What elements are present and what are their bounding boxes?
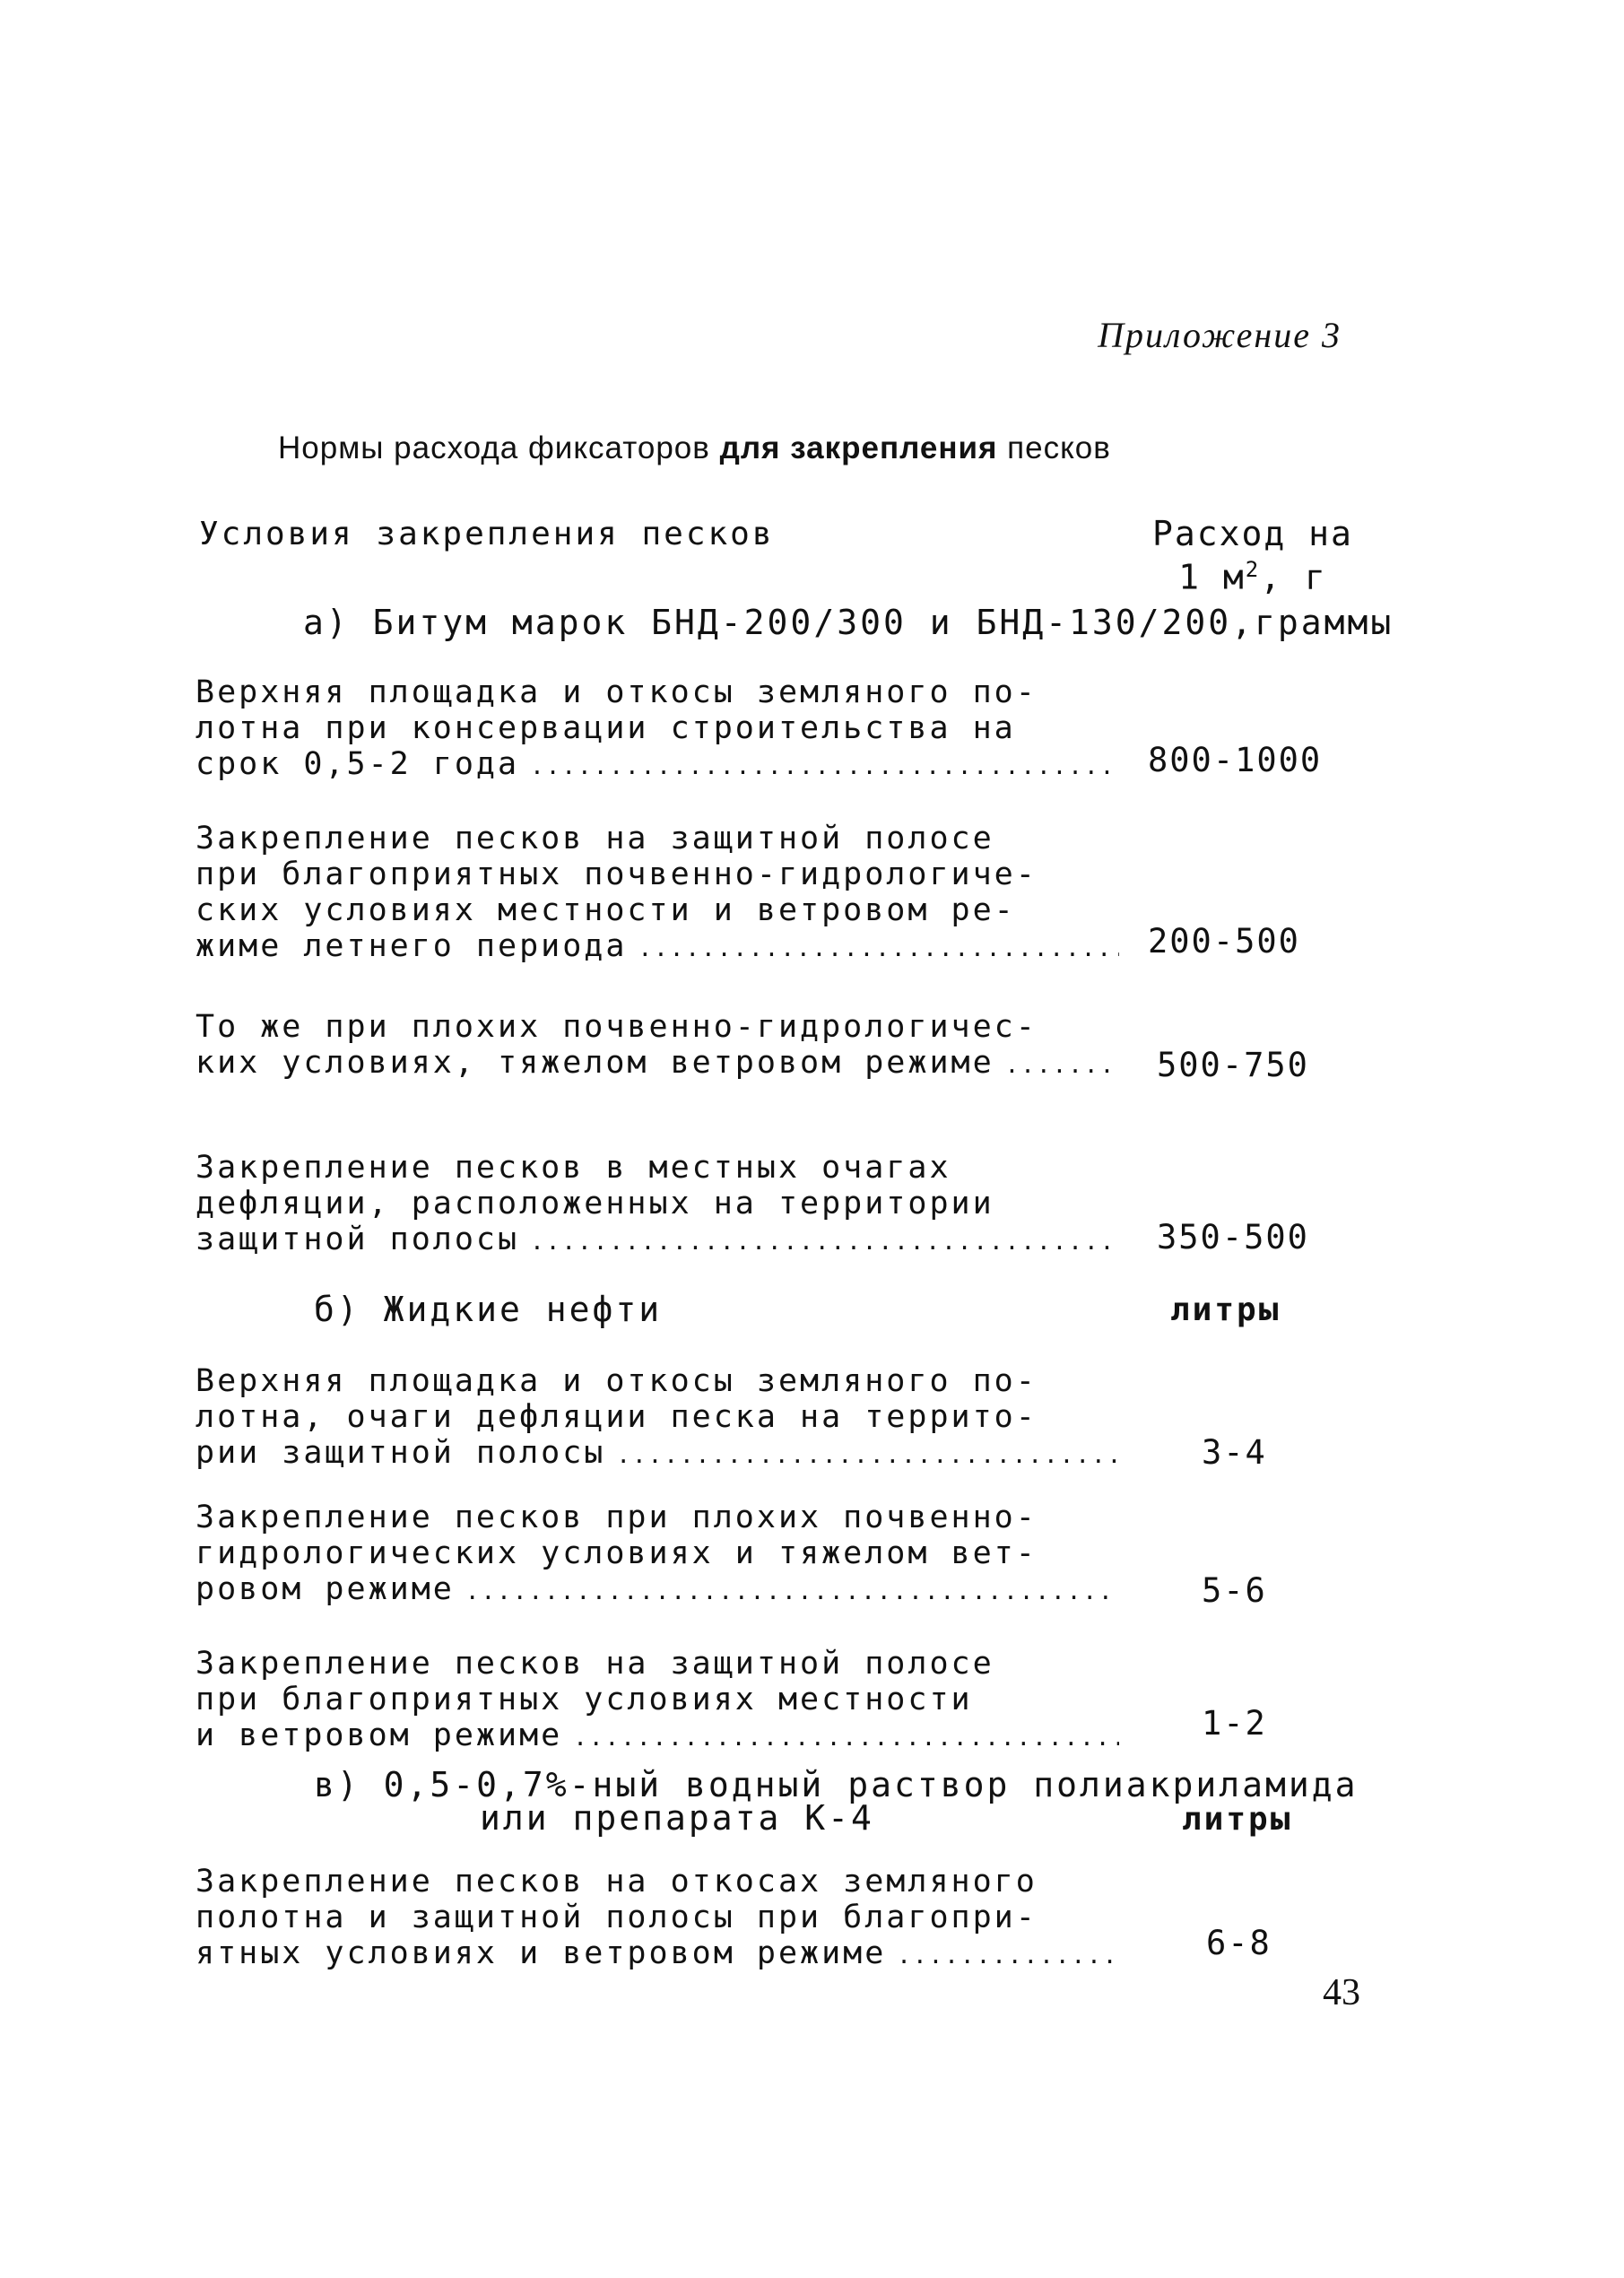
dot-leader [638,931,1119,967]
dot-leader [530,749,1119,785]
dot-leader [616,1438,1119,1474]
section-unit-b: литры [1170,1291,1281,1328]
title-part-2: для закрепления [719,430,998,465]
table-row: Закрепление песков на защитной полосе при благоприятных почвенно-гидрологиче- ских условиях местности и ветровом ре- жиме летнего периода ..... [195,821,1119,967]
section-unit-c: литры [1182,1801,1293,1838]
dot-leader [573,1720,1119,1756]
row-value: 500-750 [1157,1046,1309,1084]
page-number: 43 [1323,1972,1360,2013]
dot-leader [1005,1048,1119,1083]
row-value: 200-500 [1148,922,1300,961]
table-row: Верхняя площадка и откосы земляного по- лотна при консервации строительства на срок 0,5-2 года ..... [195,674,1119,785]
row-value: 6-8 [1206,1924,1272,1962]
section-heading-c-line2: или препарата К-4 [480,1798,874,1838]
document-title [278,430,1111,466]
dot-leader [465,1574,1119,1610]
section-heading-b: б) Жидкие нефти [314,1290,663,1329]
dot-leader [530,1224,1119,1260]
table-row: Закрепление песков в местных очагах дефляции, расположенных на территории защитной полосы ..... [195,1150,1119,1260]
table-row: То же при плохих почвенно-гидрологичес- ких условиях, тяжелом ветровом режиме ..... [195,1009,1119,1083]
consumption-header-line2: 1 $м^2$, г [1178,557,1327,597]
title-part-3: песков [997,430,1111,465]
table-row: Закрепление песков на защитной полосе при благоприятных условиях местности и ветровом режиме ..... [195,1646,1119,1756]
appendix-label: Приложение 3 [1098,315,1342,355]
row-value: 350-500 [1157,1218,1309,1256]
dot-leader [897,1938,1119,1974]
section-heading-a: а) Битум марок БНД-200/300 и БНД-130/200,граммы [303,603,1394,642]
row-value: 1-2 [1202,1704,1267,1743]
column-header-consumption [1152,516,1353,596]
row-value: 3-4 [1202,1433,1267,1472]
row-value: 5-6 [1202,1571,1267,1610]
consumption-header-line1: Расход на [1152,514,1353,553]
table-row: Закрепление песков при плохих почвенно- гидрологических условиях и тяжелом вет- ровом режиме ..... [195,1500,1119,1610]
title-part-1: Нормы расхода фиксаторов [278,430,720,465]
table-row: Верхняя площадка и откосы земляного по- лотна, очаги дефляции песка на террито- рии защитной полосы ..... [195,1363,1119,1474]
column-header-conditions: Условия закрепления песков [199,516,775,552]
row-value: 800-1000 [1148,741,1323,779]
table-row: Закрепление песков на откосах земляного полотна и защитной полосы при благопри- ятных условиях и ветровом режиме ..... [195,1864,1119,1974]
section-heading-c: в) 0,5-0,7%-ный водный раствор полиакриламида [314,1765,1359,1804]
